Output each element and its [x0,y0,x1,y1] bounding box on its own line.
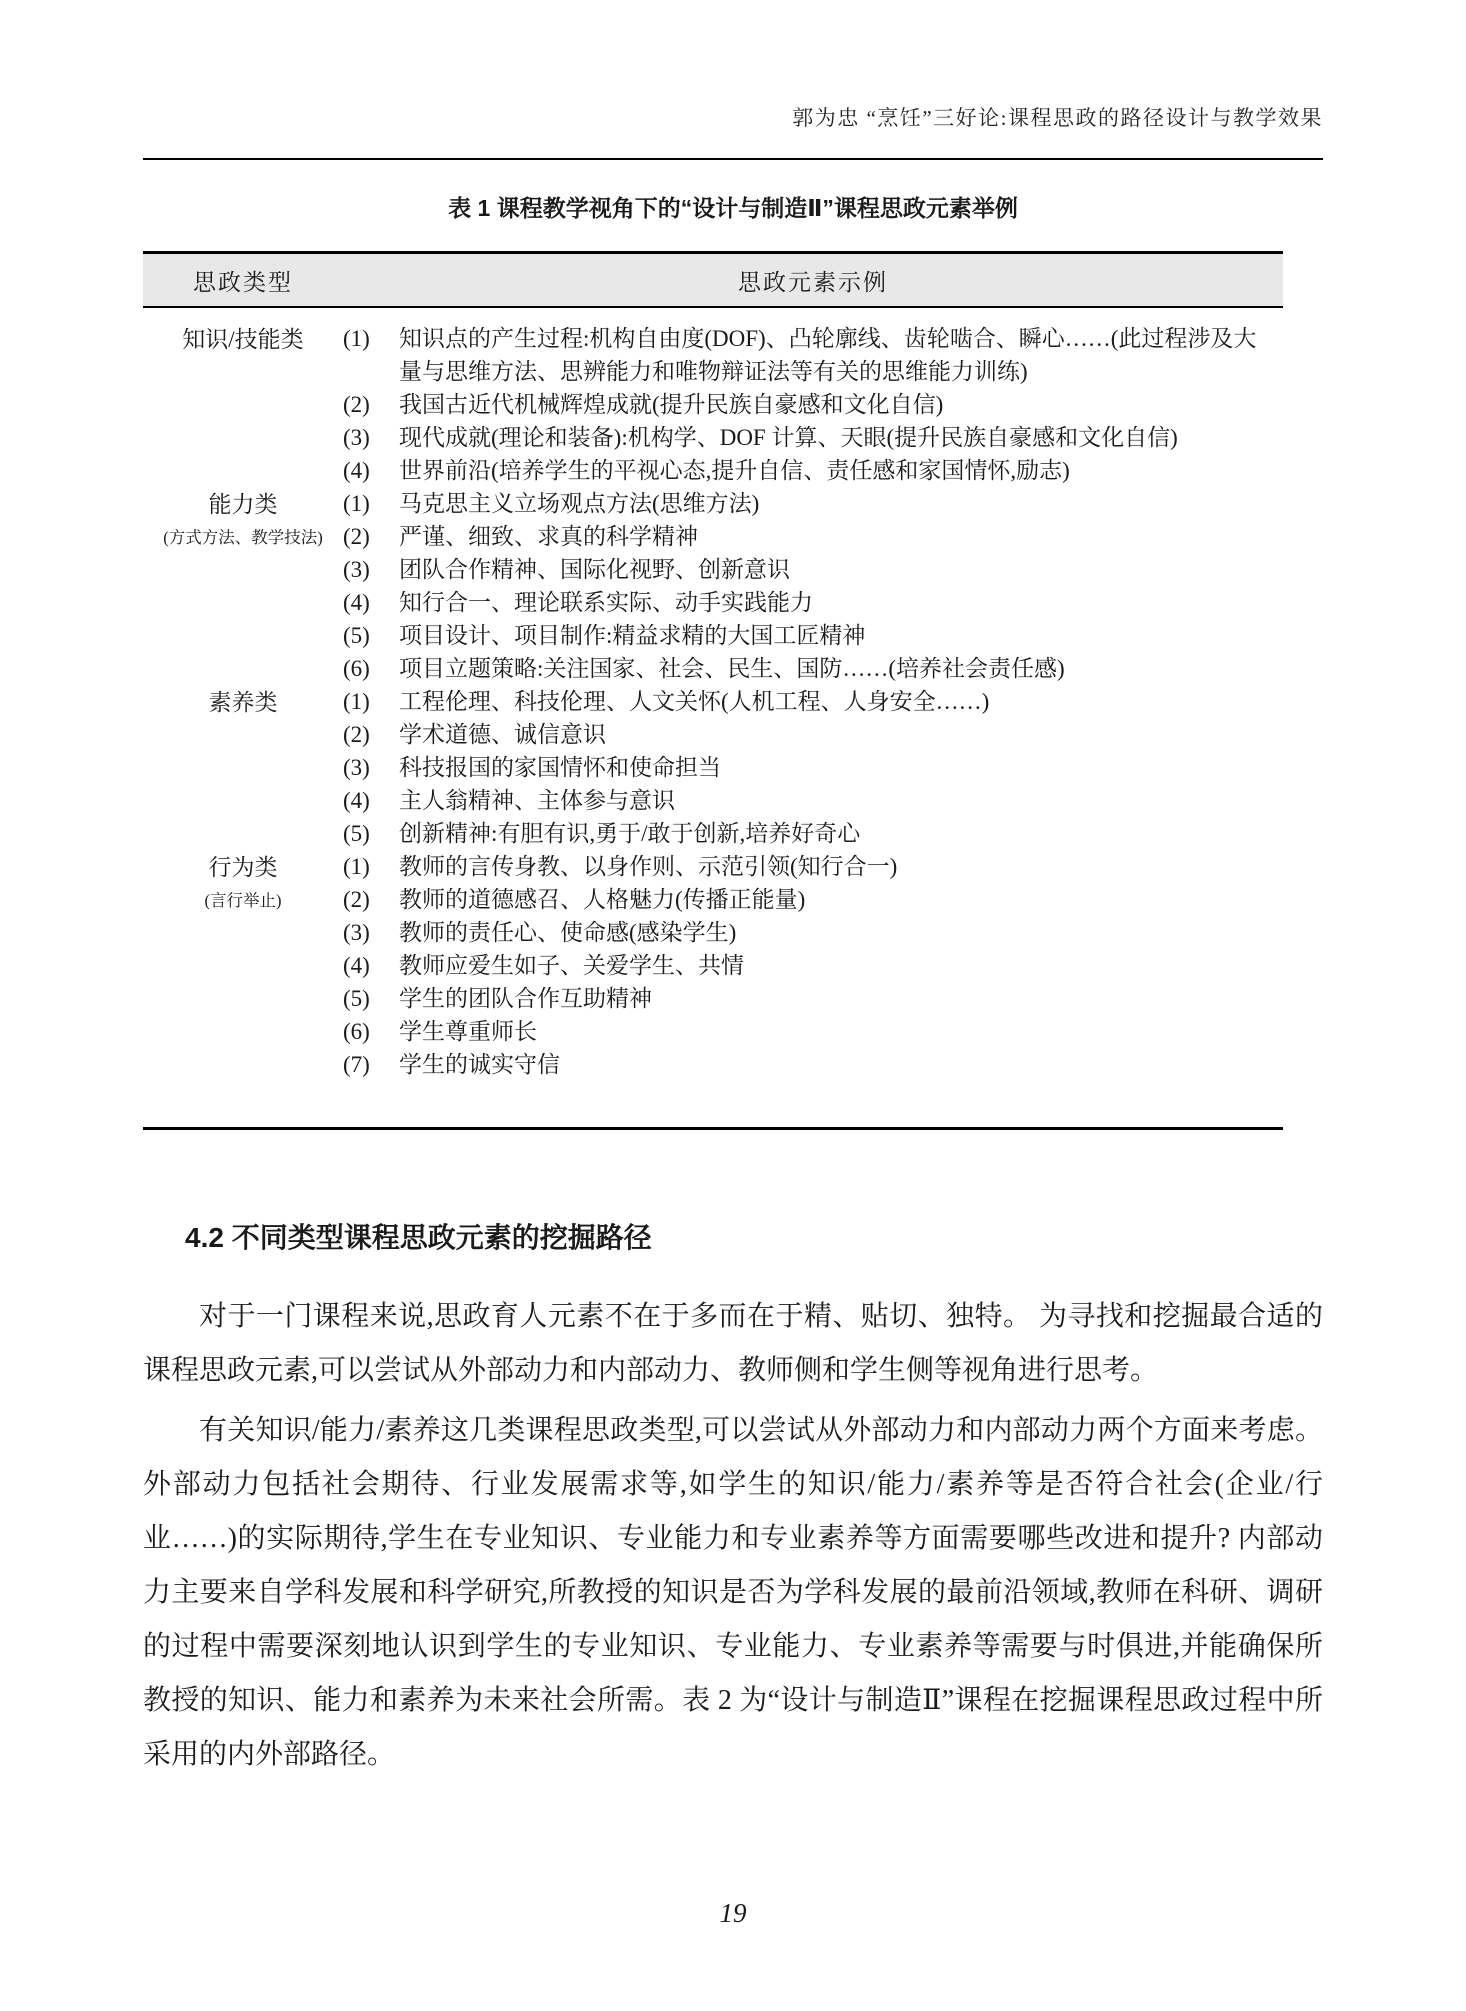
item-number: (3) [343,920,370,945]
table-item [343,586,1269,619]
item-text: 教师的道德感召、人格魅力(传播正能量) [399,887,806,912]
section-heading: 4.2 不同类型课程思政元素的挖掘路径 [185,1222,652,1253]
type-label: 素养类 [208,690,278,715]
item-text: 世界前沿(培养学生的平视心态,提升自信、责任感和家国情怀,励志) [399,458,1070,483]
table [143,251,1283,1130]
type-label: 能力类 [208,492,278,517]
item-text: 教师的责任心、使命感(感染学生) [399,920,737,945]
item-number: (1) [343,491,370,516]
item-text: 团队合作精神、国际化视野、创新意识 [399,557,790,582]
item-number: (1) [343,854,370,879]
table-item [343,916,1269,949]
item-number: (2) [343,887,370,912]
item-text: 学生的团队合作互助精神 [399,986,652,1011]
item-number: (5) [343,821,370,846]
item-number: (2) [343,524,370,549]
item-number: (7) [343,1052,370,1077]
table-item [343,850,1269,883]
item-number: (3) [343,755,370,780]
type-cell [143,850,343,1081]
item-text: 严谨、细致、求真的科学精神 [399,524,698,549]
item-text: 学术道德、诚信意识 [399,722,606,747]
item-text: 工程伦理、科技伦理、人文关怀(人机工程、人身安全……) [399,689,990,714]
table-row [143,322,1283,487]
type-cell [143,322,343,487]
item-text: 学生尊重师长 [399,1019,537,1044]
table-item [343,949,1269,982]
item-number: (1) [343,326,370,351]
table-item [343,883,1269,916]
items-cell [343,850,1283,1081]
item-number: (3) [343,425,370,450]
type-cell [143,487,343,685]
table-item [343,454,1269,487]
table-header-row [143,254,1283,308]
item-text: 知行合一、理论联系实际、动手实践能力 [399,590,813,615]
item-number: (5) [343,623,370,648]
table-item [343,1048,1269,1081]
paragraph: 有关知识/能力/素养这几类课程思政类型,可以尝试从外部动力和内部动力两个方面来考虑。外部动力包括社会期待、行业发展需求等,如学生的知识/能力/素养等是否符合社会(企业/行业……)的实际期待,学生在专业知识、专业能力和专业素养等方面需要哪些改进和提升? 内部动力主要来自学科发展和科学研究,所教授的知识是否为学科发展的最前沿领域,教师在科研、调研的过程中需要深刻地认识到学生的专业知识、专业能力、专业素养等需要与时俱进,并能确保所教授的知识、能力和素养为未来社会所需。表 2 为“设计与制造Ⅱ”课程在挖掘课程思政过程中所采用的内外部路径。 [143,1415,1323,1770]
type-cell [143,685,343,850]
table-item [343,388,1269,421]
column-header-type: 思政类型 [193,269,293,295]
table-item [343,421,1269,454]
page-number: 19 [719,1898,747,1928]
item-number: (2) [343,722,370,747]
running-head: 郭为忠 “烹饪”三好论:课程思政的路径设计与教学效果 [792,106,1323,130]
item-text: 学生的诚实守信 [399,1052,560,1077]
table-title: 表 1 课程教学视角下的“设计与制造Ⅱ”课程思政元素举例 [448,195,1018,221]
table-item [343,718,1269,751]
table-item [343,751,1269,784]
item-text: 现代成就(理论和装备):机构学、DOF 计算、天眼(提升民族自豪感和文化自信) [399,425,1178,450]
type-sublabel: (方式方法、教学技法) [163,528,323,547]
table-body [143,308,1283,1127]
item-text: 知识点的产生过程:机构自由度(DOF)、凸轮廓线、齿轮啮合、瞬心……(此过程涉及大量与思维方法、思辨能力和唯物辩证法等有关的思维能力训练) [399,326,1257,384]
table-item [343,1015,1269,1048]
table-row [143,850,1283,1081]
item-text: 科技报国的家国情怀和使命担当 [399,755,721,780]
table-item [343,784,1269,817]
item-text: 我国古近代机械辉煌成就(提升民族自豪感和文化自信) [399,392,944,417]
items-cell [343,322,1283,487]
table-row [143,487,1283,685]
table-item [343,322,1269,388]
table-item [343,817,1269,850]
item-number: (6) [343,656,370,681]
items-cell [343,487,1283,685]
items-cell [343,685,1283,850]
type-label: 知识/技能类 [182,327,304,352]
table-item [343,685,1269,718]
item-number: (4) [343,953,370,978]
item-text: 创新精神:有胆有识,勇于/敢于创新,培养好奇心 [399,821,861,846]
item-number: (4) [343,788,370,813]
column-header-example: 思政元素示例 [738,269,888,295]
table-item [343,619,1269,652]
table-item [343,652,1269,685]
table-item [343,982,1269,1015]
item-text: 项目立题策略:关注国家、社会、民生、国防……(培养社会责任感) [399,656,1065,681]
type-sublabel: (言行举止) [204,891,282,910]
table-item [343,520,1269,553]
item-number: (1) [343,689,370,714]
item-text: 主人翁精神、主体参与意识 [399,788,675,813]
item-number: (3) [343,557,370,582]
table-item [343,487,1269,520]
paragraph: 对于一门课程来说,思政育人元素不在于多而在于精、贴切、独特。 为寻找和挖掘最合适的课程思政元素,可以尝试从外部动力和内部动力、教师侧和学生侧等视角进行思考。 [143,1301,1323,1386]
item-number: (4) [343,458,370,483]
type-label: 行为类 [208,855,278,880]
item-text: 马克思主义立场观点方法(思维方法) [399,491,760,516]
item-text: 教师的言传身教、以身作则、示范引领(知行合一) [399,854,898,879]
item-number: (6) [343,1019,370,1044]
item-number: (5) [343,986,370,1011]
header-rule [143,158,1323,160]
item-number: (2) [343,392,370,417]
item-text: 项目设计、项目制作:精益求精的大国工匠精神 [399,623,866,648]
table-row [143,685,1283,850]
item-text: 教师应爱生如子、关爱学生、共情 [399,953,744,978]
item-number: (4) [343,590,370,615]
table-item [343,553,1269,586]
